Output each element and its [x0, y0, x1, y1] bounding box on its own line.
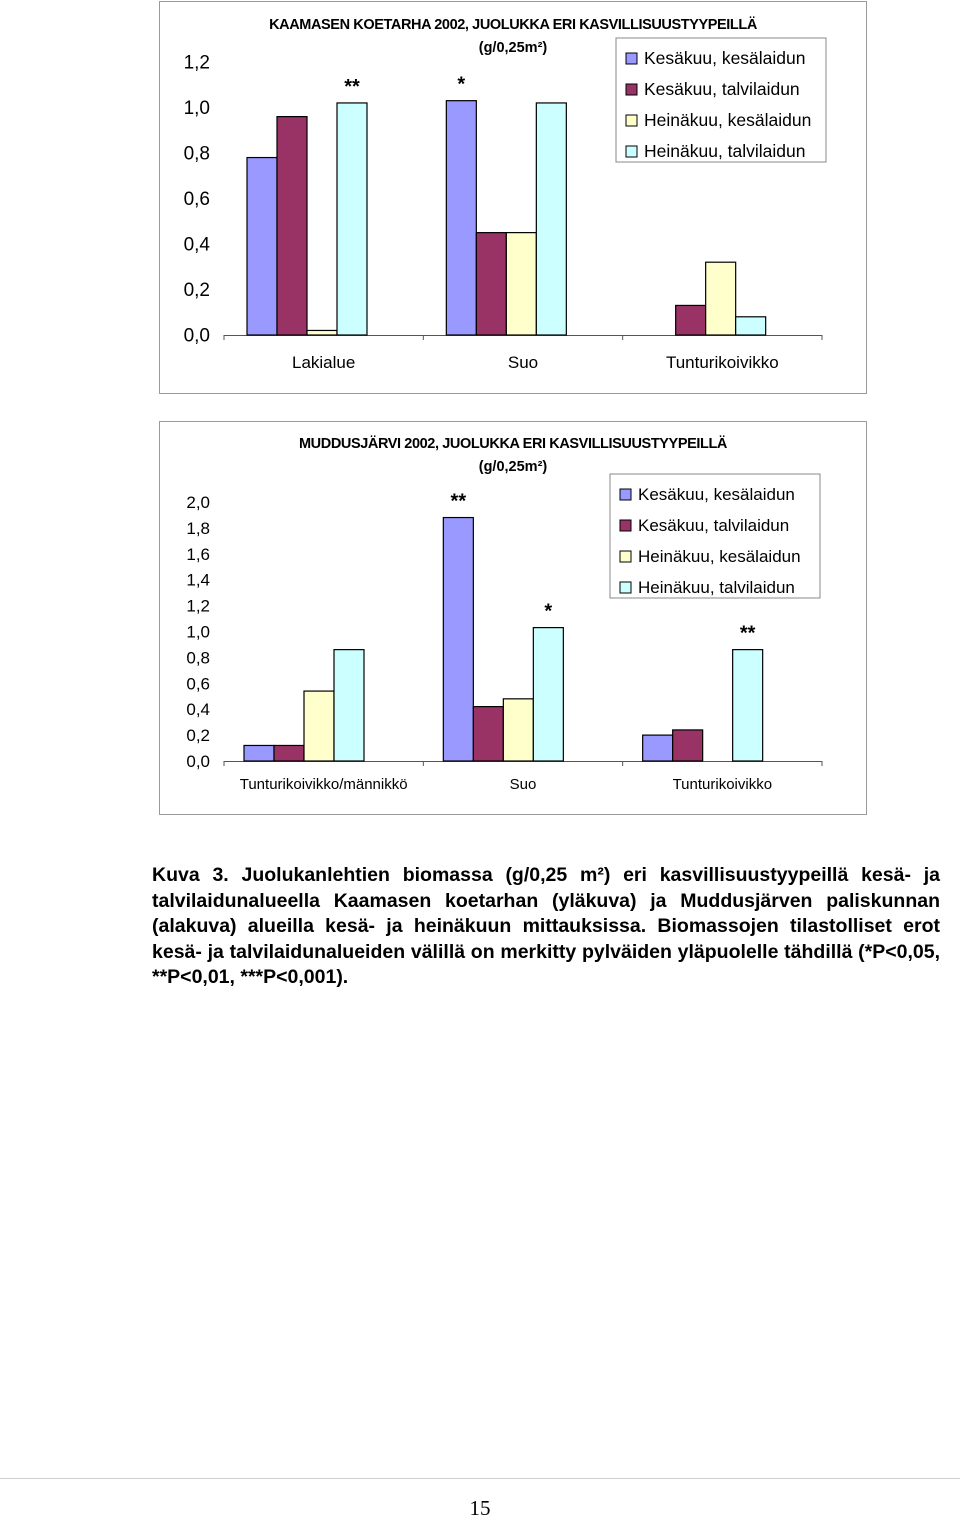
- page-number: 15: [469, 1496, 491, 1520]
- bar: [536, 103, 566, 335]
- x-category-label: Suo: [509, 776, 537, 793]
- bar: [733, 650, 763, 761]
- bar: [506, 233, 536, 335]
- bar: [244, 745, 274, 761]
- legend-label: Heinäkuu, talvilaidun: [644, 141, 806, 161]
- y-tick-label: 1,2: [183, 52, 210, 74]
- chart-muddusjarvi: [159, 421, 867, 815]
- y-tick-label: 2,0: [186, 492, 210, 512]
- y-tick-label: 1,6: [186, 544, 210, 564]
- x-category-label: Tunturikoivikko: [665, 353, 779, 372]
- bar: [673, 730, 703, 761]
- bar: [337, 103, 367, 335]
- y-tick-label: 0,0: [186, 751, 210, 771]
- y-tick-label: 1,4: [186, 570, 210, 590]
- bar: [503, 699, 533, 761]
- bar: [277, 117, 307, 335]
- legend-label: Heinäkuu, kesälaidun: [644, 110, 812, 130]
- bar: [304, 691, 334, 761]
- bar: [274, 745, 304, 761]
- chart-svg: [160, 422, 866, 814]
- legend-label: Kesäkuu, kesälaidun: [644, 48, 806, 68]
- significance-label: **: [450, 490, 467, 513]
- chart-title: KAAMASEN KOETARHA 2002, JUOLUKKA ERI KASVILLISUUSTYYPEILLÄ: [269, 17, 757, 33]
- bar: [247, 158, 277, 335]
- y-tick-label: 0,8: [186, 648, 210, 668]
- legend-label: Kesäkuu, kesälaidun: [638, 485, 795, 504]
- y-tick-label: 1,2: [186, 596, 210, 616]
- y-tick-label: 0,2: [183, 280, 210, 302]
- bar: [706, 262, 736, 335]
- significance-label: *: [457, 73, 466, 96]
- legend-swatch: [626, 53, 637, 64]
- legend-swatch: [626, 84, 637, 95]
- legend-swatch: [620, 582, 631, 593]
- bar: [476, 233, 506, 335]
- y-tick-label: 1,8: [186, 518, 210, 538]
- x-category-label: Lakialue: [292, 353, 356, 372]
- bar: [473, 707, 503, 761]
- y-tick-label: 0,6: [183, 189, 210, 211]
- legend-label: Kesäkuu, talvilaidun: [644, 79, 800, 99]
- x-category-label: Tunturikoivikko/männikkö: [239, 776, 408, 793]
- y-tick-label: 1,0: [183, 98, 210, 120]
- x-category-label: Suo: [507, 353, 539, 372]
- y-tick-label: 0,2: [186, 726, 210, 746]
- bar: [443, 518, 473, 761]
- significance-label: **: [739, 622, 756, 645]
- chart-subtitle: (g/0,25m²): [478, 40, 548, 56]
- y-tick-label: 0,4: [186, 700, 210, 720]
- chart-subtitle: (g/0,25m²): [478, 459, 548, 475]
- y-tick-label: 1,0: [186, 622, 210, 642]
- bar: [736, 317, 766, 335]
- legend-label: Heinäkuu, talvilaidun: [638, 578, 795, 597]
- bar: [643, 735, 673, 761]
- y-tick-label: 0,6: [186, 674, 210, 694]
- footer-divider: [0, 1478, 960, 1479]
- x-category-label: Tunturikoivikko: [672, 776, 773, 793]
- y-tick-label: 0,8: [183, 143, 210, 165]
- bar: [533, 628, 563, 761]
- legend-swatch: [620, 489, 631, 500]
- bar: [307, 330, 337, 335]
- y-tick-label: 0,0: [183, 325, 210, 347]
- bar: [676, 305, 706, 335]
- chart-svg: [160, 2, 866, 393]
- figure-caption: Kuva 3. Juolukanlehtien biomassa (g/0,25 m²) eri kasvillisuustyypeillä kesä- ja talvilaidunalueella Kaamasen koetarhan (yläkuva) ja Muddusjärven paliskunnan (alakuva) alueilla kesä- ja heinäkuun mittauksissa. Biomassojen tilastolliset erot kesä- ja talvilaidunalueiden välillä on merkitty pylväiden yläpuolelle tähdillä (*P<0,05, **P<0,01, ***P<0,001).: [152, 864, 940, 988]
- bar: [446, 101, 476, 335]
- legend-swatch: [620, 520, 631, 531]
- y-tick-label: 0,4: [183, 234, 210, 256]
- legend-swatch: [626, 146, 637, 157]
- chart-kaamanen: [159, 1, 867, 394]
- legend-swatch: [620, 551, 631, 562]
- legend-label: Heinäkuu, kesälaidun: [638, 547, 801, 566]
- chart-title: MUDDUSJÄRVI 2002, JUOLUKKA ERI KASVILLISUUSTYYPEILLÄ: [299, 436, 727, 452]
- bar: [334, 650, 364, 761]
- significance-label: *: [544, 600, 553, 623]
- legend-swatch: [626, 115, 637, 126]
- legend-label: Kesäkuu, talvilaidun: [638, 516, 790, 535]
- significance-label: **: [344, 75, 360, 98]
